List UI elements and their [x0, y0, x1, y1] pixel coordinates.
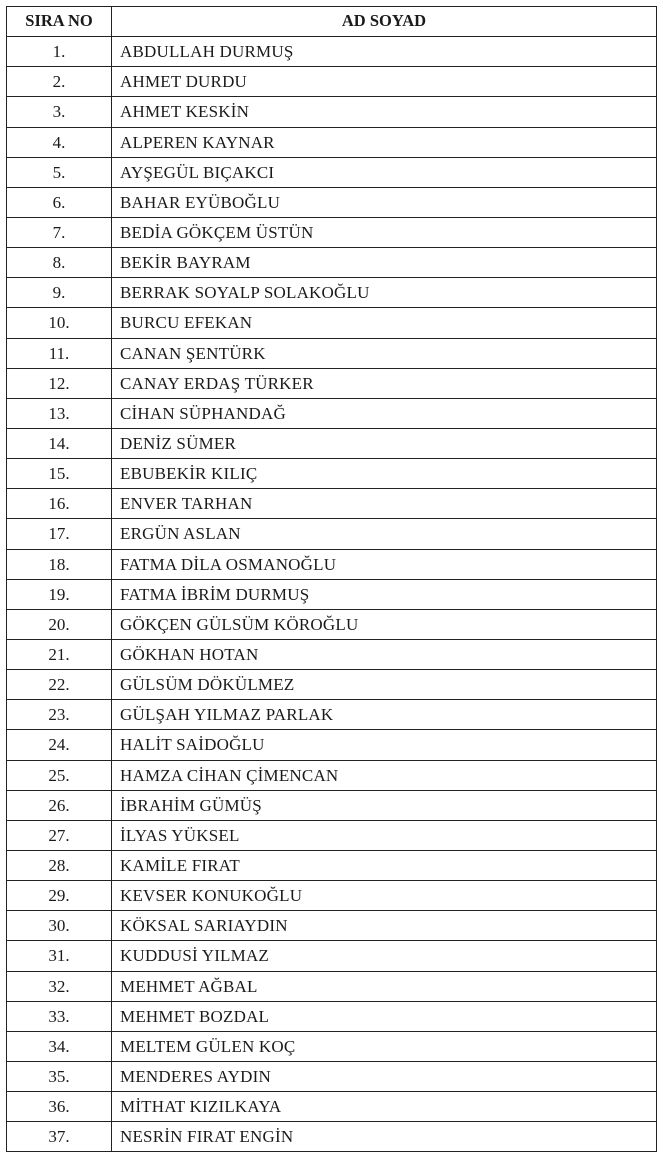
row-number: 31.	[7, 941, 112, 971]
table-row	[7, 911, 657, 941]
row-name: BEKİR BAYRAM	[112, 248, 657, 278]
table-row	[7, 1122, 657, 1152]
table-row	[7, 428, 657, 458]
row-name: BEDİA GÖKÇEM ÜSTÜN	[112, 217, 657, 247]
row-name: BAHAR EYÜBOĞLU	[112, 187, 657, 217]
row-number: 23.	[7, 700, 112, 730]
row-name: DENİZ SÜMER	[112, 428, 657, 458]
row-name: İBRAHİM GÜMÜŞ	[112, 790, 657, 820]
table-row	[7, 248, 657, 278]
row-name: AHMET DURDU	[112, 67, 657, 97]
row-name: ABDULLAH DURMUŞ	[112, 37, 657, 67]
row-name: KAMİLE FIRAT	[112, 850, 657, 880]
table-row	[7, 1061, 657, 1091]
row-name: CANAY ERDAŞ TÜRKER	[112, 368, 657, 398]
table-row	[7, 338, 657, 368]
row-number: 32.	[7, 971, 112, 1001]
table-row	[7, 278, 657, 308]
row-name: AYŞEGÜL BIÇAKCI	[112, 157, 657, 187]
table-row	[7, 1092, 657, 1122]
table-row	[7, 459, 657, 489]
table-row	[7, 790, 657, 820]
table-row	[7, 368, 657, 398]
row-name: FATMA DİLA OSMANOĞLU	[112, 549, 657, 579]
row-number: 29.	[7, 881, 112, 911]
table-row	[7, 881, 657, 911]
row-number: 5.	[7, 157, 112, 187]
row-name: MENDERES AYDIN	[112, 1061, 657, 1091]
row-name: MEHMET BOZDAL	[112, 1001, 657, 1031]
row-name: CİHAN SÜPHANDAĞ	[112, 398, 657, 428]
table-row	[7, 489, 657, 519]
table-row	[7, 730, 657, 760]
table-row	[7, 639, 657, 669]
row-number: 12.	[7, 368, 112, 398]
row-name: HALİT SAİDOĞLU	[112, 730, 657, 760]
row-name: KEVSER KONUKOĞLU	[112, 881, 657, 911]
row-name: GÜLSÜM DÖKÜLMEZ	[112, 670, 657, 700]
row-name: MEHMET AĞBAL	[112, 971, 657, 1001]
table-body	[7, 37, 657, 1152]
table-row	[7, 398, 657, 428]
row-name: MELTEM GÜLEN KOÇ	[112, 1031, 657, 1061]
row-name: EBUBEKİR KILIÇ	[112, 459, 657, 489]
row-number: 1.	[7, 37, 112, 67]
row-number: 10.	[7, 308, 112, 338]
row-name: MİTHAT KIZILKAYA	[112, 1092, 657, 1122]
row-number: 21.	[7, 639, 112, 669]
row-number: 9.	[7, 278, 112, 308]
table-row	[7, 97, 657, 127]
row-number: 24.	[7, 730, 112, 760]
table-row	[7, 519, 657, 549]
row-number: 8.	[7, 248, 112, 278]
table-row	[7, 37, 657, 67]
row-number: 15.	[7, 459, 112, 489]
row-number: 4.	[7, 127, 112, 157]
row-number: 16.	[7, 489, 112, 519]
row-number: 3.	[7, 97, 112, 127]
table-row	[7, 941, 657, 971]
row-name: CANAN ŞENTÜRK	[112, 338, 657, 368]
row-name: GÖKHAN HOTAN	[112, 639, 657, 669]
table-row	[7, 1031, 657, 1061]
table-row	[7, 127, 657, 157]
table-row	[7, 217, 657, 247]
table-row	[7, 670, 657, 700]
row-number: 30.	[7, 911, 112, 941]
header-ad-soyad: AD SOYAD	[112, 7, 657, 37]
row-number: 17.	[7, 519, 112, 549]
table-row	[7, 820, 657, 850]
table-row	[7, 187, 657, 217]
row-number: 11.	[7, 338, 112, 368]
row-name: İLYAS YÜKSEL	[112, 820, 657, 850]
row-number: 22.	[7, 670, 112, 700]
table-row	[7, 67, 657, 97]
table-row	[7, 579, 657, 609]
row-number: 35.	[7, 1061, 112, 1091]
row-number: 13.	[7, 398, 112, 428]
table-row	[7, 760, 657, 790]
table-row	[7, 549, 657, 579]
row-number: 14.	[7, 428, 112, 458]
row-number: 36.	[7, 1092, 112, 1122]
row-name: ALPEREN KAYNAR	[112, 127, 657, 157]
header-sira-no: SIRA NO	[7, 7, 112, 37]
row-name: AHMET KESKİN	[112, 97, 657, 127]
table-row	[7, 1001, 657, 1031]
row-number: 34.	[7, 1031, 112, 1061]
row-name: ERGÜN ASLAN	[112, 519, 657, 549]
row-name: FATMA İBRİM DURMUŞ	[112, 579, 657, 609]
table-row	[7, 700, 657, 730]
table-row	[7, 850, 657, 880]
row-name: KUDDUSİ YILMAZ	[112, 941, 657, 971]
row-name: GÜLŞAH YILMAZ PARLAK	[112, 700, 657, 730]
row-number: 18.	[7, 549, 112, 579]
row-name: ENVER TARHAN	[112, 489, 657, 519]
row-name: KÖKSAL SARIAYDIN	[112, 911, 657, 941]
table-row	[7, 609, 657, 639]
row-name: BERRAK SOYALP SOLAKOĞLU	[112, 278, 657, 308]
row-number: 26.	[7, 790, 112, 820]
row-number: 33.	[7, 1001, 112, 1031]
row-number: 20.	[7, 609, 112, 639]
row-number: 28.	[7, 850, 112, 880]
table-row	[7, 971, 657, 1001]
table-row	[7, 308, 657, 338]
row-number: 2.	[7, 67, 112, 97]
row-number: 27.	[7, 820, 112, 850]
row-name: BURCU EFEKAN	[112, 308, 657, 338]
row-name: NESRİN FIRAT ENGİN	[112, 1122, 657, 1152]
row-number: 7.	[7, 217, 112, 247]
row-number: 6.	[7, 187, 112, 217]
table-row	[7, 157, 657, 187]
row-number: 25.	[7, 760, 112, 790]
row-name: GÖKÇEN GÜLSÜM KÖROĞLU	[112, 609, 657, 639]
row-name: HAMZA CİHAN ÇİMENCAN	[112, 760, 657, 790]
row-number: 37.	[7, 1122, 112, 1152]
name-list-table	[6, 6, 657, 1152]
header-row	[7, 7, 657, 37]
row-number: 19.	[7, 579, 112, 609]
